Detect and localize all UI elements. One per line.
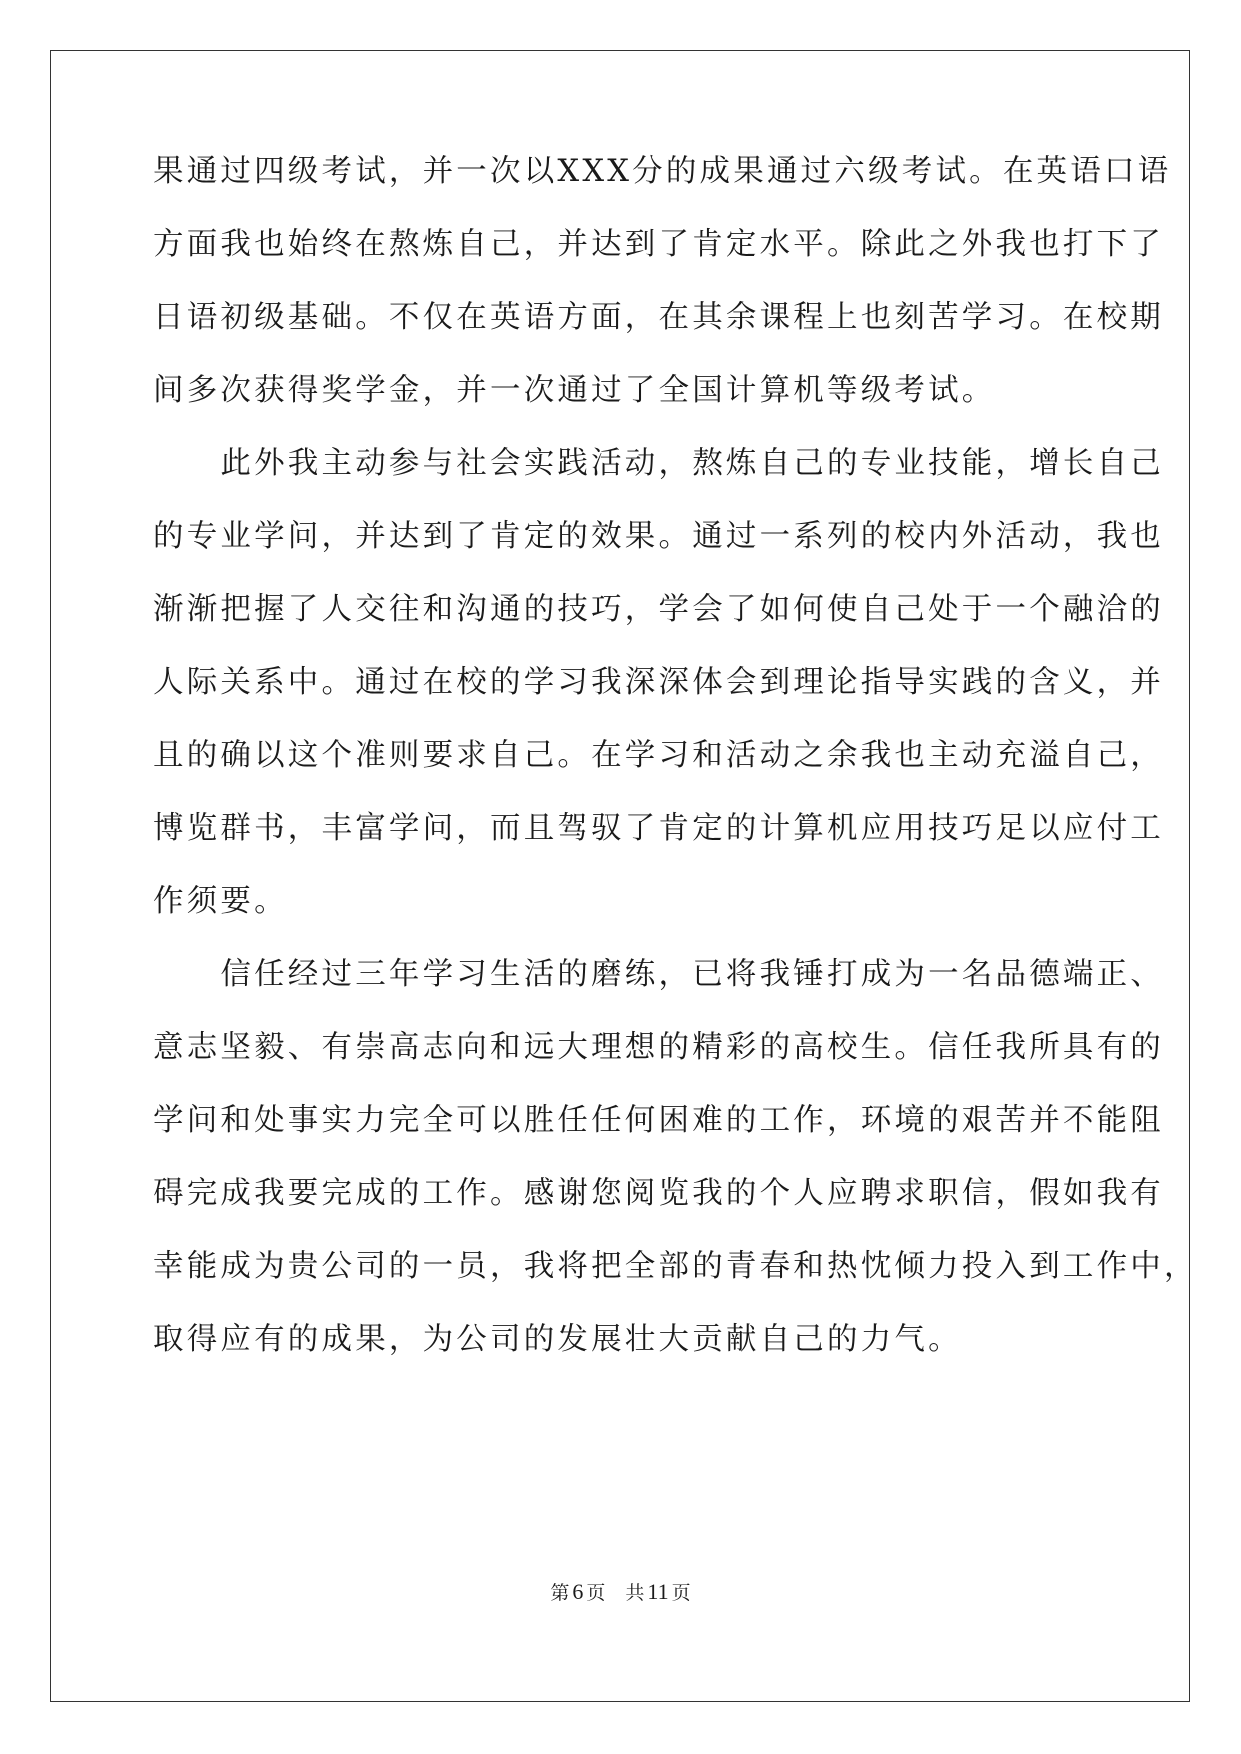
body-line: 果通过四级考试，并一次以XXX分的成果通过六级考试。在英语口语 xyxy=(153,154,1172,189)
body-line: 日语初级基础。不仅在英语方面，在其余课程上也刻苦学习。在校期 xyxy=(153,300,1164,335)
body-line: 碍完成我要完成的工作。感谢您阅览我的个人应聘求职信，假如我有 xyxy=(153,1176,1164,1211)
body-line: 渐渐把握了人交往和沟通的技巧，学会了如何使自己处于一个融洽的 xyxy=(153,592,1164,627)
page-prefix: 第 xyxy=(550,1582,570,1604)
body-line: 间多次获得奖学金，并一次通过了全国计算机等级考试。 xyxy=(153,373,996,408)
body-line: 人际关系中。通过在校的学习我深深体会到理论指导实践的含义，并 xyxy=(153,665,1164,700)
body-line: 取得应有的成果，为公司的发展壮大贡献自己的力气。 xyxy=(153,1322,962,1357)
page-footer xyxy=(0,1580,1241,1605)
body-line: 信任经过三年学习生活的磨练，已将我锤打成为一名品德端正、 xyxy=(153,957,1164,992)
body-line: 幸能成为贵公司的一员，我将把全部的青春和热忱倾力投入到工作中， xyxy=(153,1249,1198,1284)
body-line: 且的确以这个准则要求自己。在学习和活动之余我也主动充溢自己， xyxy=(153,738,1164,773)
page-total: 11 xyxy=(647,1579,669,1604)
total-suffix: 页 xyxy=(671,1582,691,1604)
body-line: 意志坚毅、有崇高志向和远大理想的精彩的高校生。信任我所具有的 xyxy=(153,1030,1164,1065)
body-line: 学问和处事实力完全可以胜任任何困难的工作，环境的艰苦并不能阻 xyxy=(153,1103,1164,1138)
total-prefix: 共 xyxy=(625,1582,645,1604)
body-line: 此外我主动参与社会实践活动，熬炼自己的专业技能，增长自己 xyxy=(153,446,1164,481)
body-line: 方面我也始终在熬炼自己，并达到了肯定水平。除此之外我也打下了 xyxy=(153,227,1164,262)
page-current: 6 xyxy=(572,1579,584,1604)
page-suffix: 页 xyxy=(586,1582,606,1604)
body-line: 的专业学问，并达到了肯定的效果。通过一系列的校内外活动，我也 xyxy=(153,519,1164,554)
body-line: 博览群书，丰富学问，而且驾驭了肯定的计算机应用技巧足以应付工 xyxy=(153,811,1164,846)
body-line: 作须要。 xyxy=(153,884,288,919)
